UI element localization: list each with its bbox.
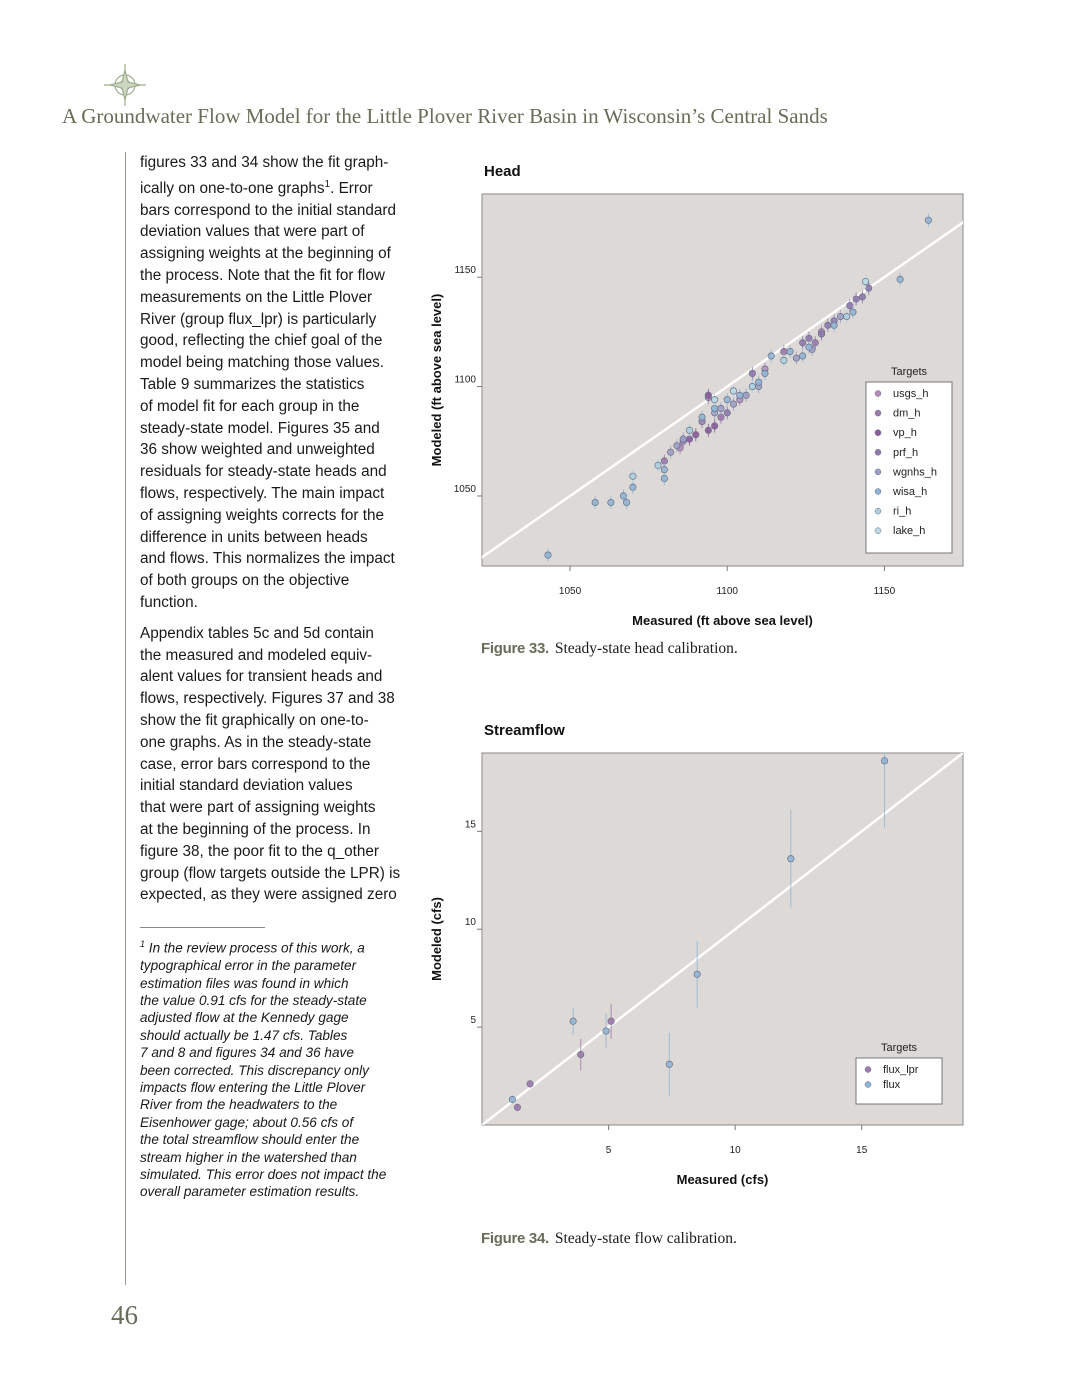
chart-title: Streamflow <box>484 722 565 739</box>
legend-entry-wisa_h: wisa_h <box>893 486 928 498</box>
data-point-prf_h <box>818 331 824 337</box>
x-tick-label: 15 <box>856 1145 868 1156</box>
data-point-wgnhs_h <box>680 436 686 442</box>
data-point-wisa_h <box>799 353 805 359</box>
data-point-prf_h <box>859 294 865 300</box>
data-point-flux <box>570 1018 576 1024</box>
y-axis-label: Modeled (ft above sea level) <box>429 293 444 467</box>
data-point-flux_lpr <box>578 1051 584 1057</box>
footnote-mark: 1 <box>140 939 146 950</box>
data-point-wisa_h <box>517 574 523 580</box>
figure-33-caption <box>481 640 738 658</box>
legend-marker-lake_h <box>875 528 881 534</box>
legend-entry-lake_h: lake_h <box>893 525 926 538</box>
data-point-wisa_h <box>623 499 629 505</box>
y-tick-label: 5 <box>470 1015 476 1027</box>
data-point-flux <box>788 856 794 862</box>
legend-marker-prf_h <box>875 449 881 455</box>
footnote <box>140 936 408 1201</box>
y-axis-label: Modeled (cfs) <box>429 897 444 981</box>
data-point-wisa_h <box>755 379 761 385</box>
data-point-wisa_h <box>787 348 793 354</box>
data-point-lake_h <box>711 396 717 402</box>
data-point-prf_h <box>724 410 730 416</box>
data-point-wisa_h <box>620 493 626 499</box>
figure-34-label: Figure 34. <box>481 1230 549 1247</box>
data-point-prf_h <box>847 302 853 308</box>
data-point-flux_lpr <box>527 1081 533 1087</box>
data-point-prf_h <box>825 322 831 328</box>
data-point-flux <box>509 1096 515 1102</box>
legend-marker-flux_lpr <box>865 1067 871 1073</box>
legend-title: Targets <box>890 366 928 378</box>
legend-marker-flux <box>865 1082 871 1088</box>
legend-title: Targets <box>880 1042 918 1054</box>
data-point-ri_h <box>655 462 661 468</box>
data-point-vp_h <box>705 392 711 398</box>
compass-rose-logo <box>102 62 148 108</box>
data-point-wisa_h <box>806 344 812 350</box>
data-point-wisa_h <box>724 396 730 402</box>
data-point-wgnhs_h <box>730 401 736 407</box>
data-point-lake_h <box>730 388 736 394</box>
data-point-wgnhs_h <box>743 392 749 398</box>
y-tick-label: 1050 <box>453 483 476 495</box>
footnote-reference: 1 <box>324 178 331 190</box>
legend-entry-flux: flux <box>883 1079 901 1091</box>
data-point-wisa_h <box>762 370 768 376</box>
page-number: 46 <box>111 1300 138 1330</box>
data-point-flux <box>666 1061 672 1067</box>
figure-33 <box>425 152 1025 672</box>
data-point-flux_lpr <box>608 1018 614 1024</box>
data-point-wisa_h <box>545 552 551 558</box>
data-point-wisa_h <box>630 484 636 490</box>
x-tick-label: 5 <box>605 1145 612 1156</box>
data-point-ri_h <box>630 473 636 479</box>
data-point-wisa_h <box>592 499 598 505</box>
data-point-vp_h <box>711 423 717 429</box>
data-point-wisa_h <box>850 309 856 315</box>
data-point-lake_h <box>862 278 868 284</box>
data-point-ri_h <box>686 427 692 433</box>
legend-entry-ri_h: ri_h <box>893 505 912 518</box>
legend-entry-vp_h: vp_h <box>893 427 917 440</box>
data-point-ri_h <box>749 383 755 389</box>
data-point-wgnhs_h <box>718 405 724 411</box>
legend-marker-dm_h <box>875 410 881 416</box>
data-point-wisa_h <box>737 392 743 398</box>
data-point-wgnhs_h <box>667 449 673 455</box>
legend-entry-usgs_h: usgs_h <box>893 388 929 400</box>
data-point-wgnhs_h <box>837 313 843 319</box>
x-tick-label: 1100 <box>716 586 738 597</box>
data-point-prf_h <box>853 296 859 302</box>
figure-33-caption-text: Steady-state head calibration. <box>554 640 738 657</box>
data-point-flux <box>603 1028 609 1034</box>
y-tick-label: 15 <box>464 819 476 831</box>
data-point-ri_h <box>843 313 849 319</box>
data-point-dm_h <box>812 340 818 346</box>
data-point-wisa_h <box>925 217 931 223</box>
legend-marker-wgnhs_h <box>875 469 881 475</box>
legend-marker-wisa_h <box>875 489 881 495</box>
x-axis-label: Measured (cfs) <box>676 1172 769 1187</box>
y-tick-label: 1150 <box>454 265 476 277</box>
data-point-wgnhs_h <box>674 442 680 448</box>
streamflow-scatter-chart <box>425 712 1025 1192</box>
data-point-wisa_h <box>768 353 774 359</box>
legend-entry-wgnhs_h: wgnhs_h <box>893 466 938 479</box>
figure-34-caption <box>481 1230 737 1248</box>
footnote-text: In the review process of this work, a typographical error in the parameter estimation files was found in which the value 0.91 cfs for the steady-state adjusted flow at the Kennedy gage should actually be 1.47 cfs. Tables 7 and 8 and figures 34 and 36 have been corrected. This discrepancy only impacts flow entering the Little Plover River from the headwaters to the Eisenhower gage; about 0.56 cfs of the total streamflow should enter the stream higher in the watershed than simulated. This error does not impact the overall parameter estimation results. <box>140 940 387 1200</box>
figure-34 <box>425 712 1025 1252</box>
data-point-prf_h <box>799 340 805 346</box>
y-tick-label: 1100 <box>454 374 476 386</box>
x-tick-label: 1050 <box>558 586 582 597</box>
body-text-column <box>140 152 408 1201</box>
body-paragraph-1 <box>140 152 408 614</box>
data-point-ri_h <box>781 357 787 363</box>
body-paragraph-2: Appendix tables 5c and 5d contain the measured and modeled equiv- alent values for transient heads and flows, respectively. Figures 37 and 38 show the fit graphically on one-to- one graphs. As in the steady-state case, error bars correspond to the initial standard deviation values that were part of assigning weights at the beginning of the process. In figure 38, the poor fit to the q_other group (flow targets outside the LPR) is expected, as they were assigned zero <box>140 624 401 904</box>
y-tick-label: 10 <box>464 917 476 929</box>
data-point-wisa_h <box>661 467 667 473</box>
data-point-flux <box>694 971 700 977</box>
data-point-wisa_h <box>831 322 837 328</box>
legend-marker-ri_h <box>875 508 881 514</box>
figure-33-label: Figure 33. <box>481 640 549 657</box>
margin-rule <box>125 152 126 1285</box>
data-point-wisa_h <box>699 414 705 420</box>
data-point-flux_lpr <box>514 1104 520 1110</box>
paragraph-1-rest: . Error bars correspond to the initial standard deviation values that were part of assigning weights at the beginning of the process. Note that the fit for flow measurements on the Little Plover River (group flux_lpr) is particularly good, reflecting the chief goal of the model being matching those values. Table 9 summarizes the statistics of model fit for each group in the steady-state model. Figures 35 and 36 show weighted and unweighted residuals for steady-state heads and flows, respectively. The main impact of assigning weights corrects for the difference in units between heads and flows. This normalizes the impact of both groups on the objective function. <box>140 179 396 612</box>
data-point-vp_h <box>705 427 711 433</box>
x-axis-label: Measured (ft above sea level) <box>632 613 813 628</box>
data-point-flux <box>881 758 887 764</box>
running-title: A Groundwater Flow Model for the Little Plover River Basin in Wisconsin’s Central Sands <box>62 104 828 128</box>
data-point-wisa_h <box>897 276 903 282</box>
legend-marker-usgs_h <box>875 391 881 397</box>
head-scatter-chart <box>425 152 1025 632</box>
data-point-wgnhs_h <box>793 355 799 361</box>
legend-entry-dm_h: dm_h <box>893 407 921 420</box>
data-point-vp_h <box>693 432 699 438</box>
figure-34-caption-text: Steady-state flow calibration. <box>554 1230 737 1247</box>
footnote-divider <box>140 927 265 928</box>
legend-entry-prf_h: prf_h <box>893 446 919 459</box>
legend-entry-flux_lpr: flux_lpr <box>883 1064 919 1076</box>
data-point-wisa_h <box>608 499 614 505</box>
data-point-prf_h <box>865 285 871 291</box>
chart-title: Head <box>484 163 521 180</box>
x-tick-label: 10 <box>729 1145 741 1156</box>
legend-marker-vp_h <box>875 430 881 436</box>
data-point-prf_h <box>749 370 755 376</box>
x-tick-label: 1150 <box>873 586 896 597</box>
paragraph-1-start: figures 33 and 34 show the fit graph- ically on one-to-one graphs <box>140 154 389 197</box>
